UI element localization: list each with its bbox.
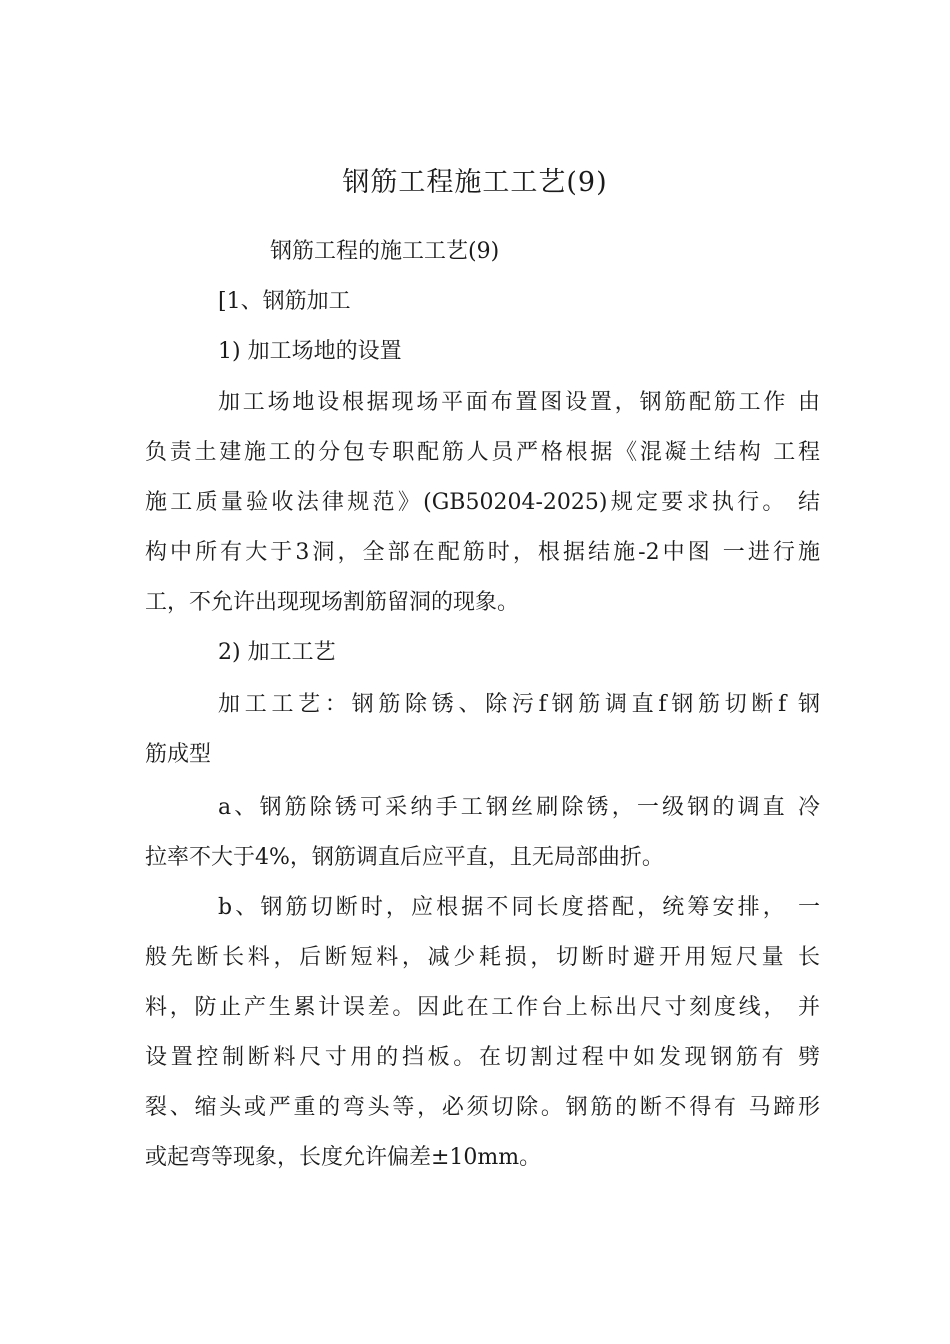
paragraph-line: b、钢筋切断时，应根据不同长度搭配，统筹安排， 一: [218, 895, 820, 920]
section-heading-1: [1、钢筋加工: [218, 289, 351, 314]
paragraph-line: 加工工艺：钢筋除锈、除污f钢筋调直f钢筋切断f 钢: [218, 692, 820, 717]
subsection-heading-2: 2) 加工工艺: [218, 640, 336, 665]
paragraph-line: 拉率不大于4%，钢筋调直后应平直，且无局部曲折。: [145, 845, 664, 870]
paragraph-line: 负责土建施工的分包专职配筋人员严格根据《混凝土结构 工程: [145, 440, 820, 465]
paragraph-line: 工，不允许出现现场割筋留洞的现象。: [145, 590, 520, 615]
subtitle: 钢筋工程的施工工艺(9): [270, 239, 500, 264]
paragraph-line: a、钢筋除锈可采纳手工钢丝刷除锈，一级钢的调直 冷: [218, 795, 820, 820]
paragraph-line: 般先断长料，后断短料，减少耗损，切断时避开用短尺量 长: [145, 945, 820, 970]
paragraph-line: 裂、缩头或严重的弯头等，必须切除。钢筋的断不得有 马蹄形: [145, 1095, 820, 1120]
paragraph-line: 施工质量验收法律规范》(GB50204-2025)规定要求执行。 结: [145, 490, 820, 515]
document-title: 钢筋工程施工工艺(9): [342, 167, 608, 198]
subsection-heading-1: 1) 加工场地的设置: [218, 339, 402, 364]
paragraph-line: 或起弯等现象，长度允许偏差±10mm。: [145, 1145, 542, 1170]
paragraph-line: 构中所有大于3洞，全部在配筋时，根据结施-2中图 一进行施: [145, 540, 820, 565]
paragraph-line: 加工场地设根据现场平面布置图设置，钢筋配筋工作 由: [218, 390, 820, 415]
paragraph-line: 设置控制断料尺寸用的挡板。在切割过程中如发现钢筋有 劈: [145, 1045, 820, 1070]
paragraph-line: 筋成型: [145, 742, 212, 767]
paragraph-line: 料，防止产生累计误差。因此在工作台上标出尺寸刻度线， 并: [145, 995, 820, 1020]
